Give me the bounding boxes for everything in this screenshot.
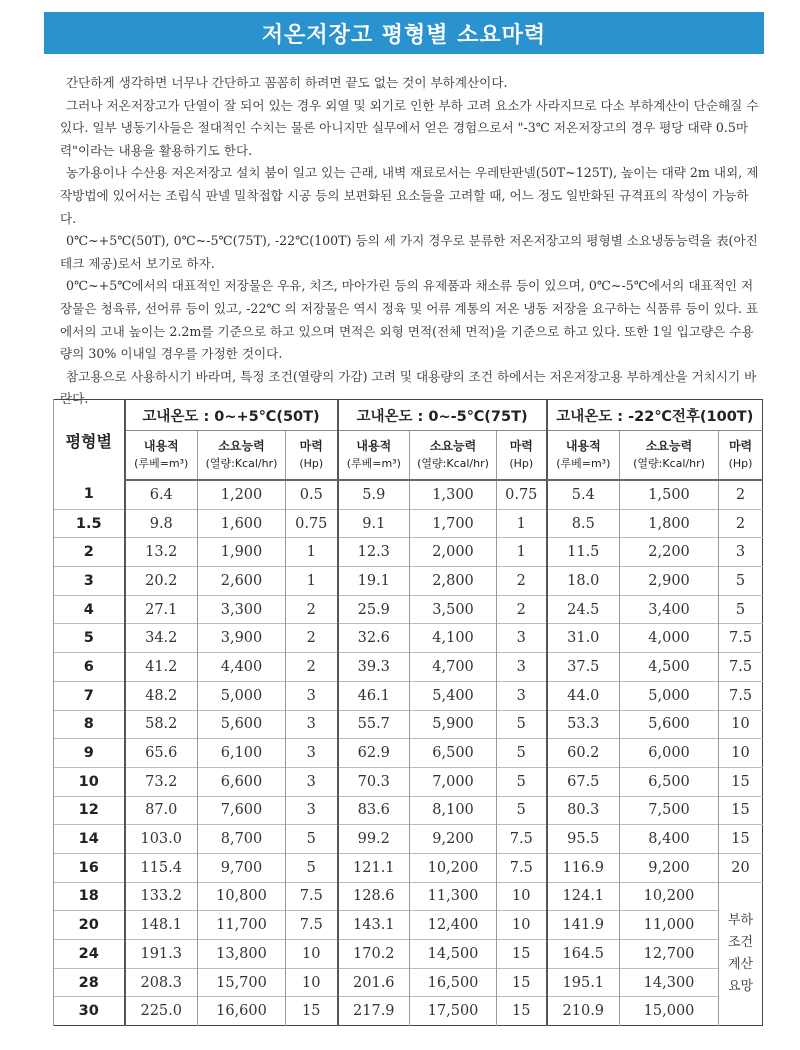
table-cell: 9,200: [620, 853, 719, 882]
table-cell: 16,600: [198, 997, 286, 1026]
table-cell: 5: [497, 710, 547, 739]
table-cell: 2: [497, 567, 547, 596]
table-cell: 3: [286, 767, 338, 796]
column-header: [547, 431, 620, 481]
table-cell: 14,500: [410, 940, 497, 969]
table-cell: 12,700: [620, 940, 719, 969]
table-cell: 3,400: [620, 595, 719, 624]
table-cell: 208.3: [125, 968, 198, 997]
table-cell: 46.1: [338, 681, 410, 710]
table-cell: 2,900: [620, 567, 719, 596]
pyeong-cell: 1: [54, 480, 125, 509]
table-cell: 6,500: [410, 739, 497, 768]
table-cell: 121.1: [338, 853, 410, 882]
table-cell: 13.2: [125, 538, 198, 567]
pyeong-cell: 4: [54, 595, 125, 624]
table-cell: 10,200: [410, 853, 497, 882]
table-cell: 20.2: [125, 567, 198, 596]
table-cell: 5.9: [338, 480, 410, 509]
table-cell: 133.2: [125, 882, 198, 911]
paragraph: 간단하게 생각하면 너무나 간단하고 꼼꼼히 하려면 끝도 없는 것이 부하계산이다.: [66, 75, 508, 90]
table-cell: 143.1: [338, 911, 410, 940]
table-cell: 116.9: [547, 853, 620, 882]
table-cell: 39.3: [338, 653, 410, 682]
table-cell: 2,000: [410, 538, 497, 567]
column-header: [338, 431, 410, 481]
table-cell: 12.3: [338, 538, 410, 567]
table-cell: 10,800: [198, 882, 286, 911]
table-cell: 148.1: [125, 911, 198, 940]
table-cell: 170.2: [338, 940, 410, 969]
column-header-unit: (열량:Kcal/hr): [417, 457, 489, 470]
table-cell: 6,100: [198, 739, 286, 768]
table-cell: 20: [719, 853, 763, 882]
table-cell: 12,400: [410, 911, 497, 940]
table-cell: 5: [286, 825, 338, 854]
column-header-unit: (Hp): [509, 457, 534, 470]
column-header: [286, 431, 338, 481]
horsepower-table: [53, 399, 763, 1026]
table-cell: 58.2: [125, 710, 198, 739]
table-cell: 2: [497, 595, 547, 624]
table-cell: 60.2: [547, 739, 620, 768]
table-cell: 7.5: [719, 681, 763, 710]
table-cell: 55.7: [338, 710, 410, 739]
table-cell: 10: [719, 710, 763, 739]
table-row: [54, 968, 763, 997]
table-cell: 141.9: [547, 911, 620, 940]
table-cell: 27.1: [125, 595, 198, 624]
table-cell: 99.2: [338, 825, 410, 854]
table-cell: 9,200: [410, 825, 497, 854]
table-cell: 4,000: [620, 624, 719, 653]
table-cell: 13,800: [198, 940, 286, 969]
table-cell: 3,300: [198, 595, 286, 624]
table-cell: 0.75: [497, 480, 547, 509]
table-cell: 3: [286, 739, 338, 768]
column-header-unit: (Hp): [728, 457, 753, 470]
table-row: [54, 825, 763, 854]
table-cell: 7.5: [719, 624, 763, 653]
column-header-unit: (루베=m³): [556, 457, 611, 470]
table-cell: 6,600: [198, 767, 286, 796]
table-cell: 37.5: [547, 653, 620, 682]
paragraph: 그러나 저온저장고가 단열이 잘 되어 있는 경우 외열 및 외기로 인한 부하 고려 요소가 사라지므로 다소 부하계산이 단순해질 수 있다. 일부 냉동기사들은 절대적인 수치는 물론 아니지만 실무에서 얻은 경험으로서 "-3℃ 저온저장고의 경우 평당 대략 0.5마력"이라는 내용을 활용하기도 한다.: [60, 97, 759, 158]
page-title-banner: [44, 12, 764, 54]
table-cell: 14,300: [620, 968, 719, 997]
table-cell: 5,600: [620, 710, 719, 739]
table-cell: 2,600: [198, 567, 286, 596]
table-cell: 11.5: [547, 538, 620, 567]
table-cell: 19.1: [338, 567, 410, 596]
table-cell: 48.2: [125, 681, 198, 710]
table-row: [54, 595, 763, 624]
column-header-label: 마력: [299, 439, 323, 453]
table-cell: 1,900: [198, 538, 286, 567]
column-header-unit: (Hp): [299, 457, 324, 470]
table-cell: 1,700: [410, 509, 497, 538]
table-cell: 1: [286, 538, 338, 567]
column-header: [125, 431, 198, 481]
pyeong-cell: 24: [54, 940, 125, 969]
pyeong-cell: 1.5: [54, 509, 125, 538]
table-cell: 3: [497, 653, 547, 682]
group-header: 고내온도 : 0~-5℃(75T): [338, 400, 547, 431]
note-line: 조건: [727, 934, 754, 950]
column-header-unit: (루베=m³): [134, 457, 189, 470]
table-body: [54, 480, 763, 1026]
table-cell: 15: [719, 767, 763, 796]
table-cell: 4,400: [198, 653, 286, 682]
column-header-label: 소요능력: [218, 439, 265, 453]
table-cell: 15: [286, 997, 338, 1026]
table-cell: 103.0: [125, 825, 198, 854]
sub-header-row: [54, 431, 763, 481]
table-cell: 5: [719, 595, 763, 624]
table-cell: 6,500: [620, 767, 719, 796]
table-row: [54, 567, 763, 596]
table-cell: 15,700: [198, 968, 286, 997]
table-cell: 44.0: [547, 681, 620, 710]
table-cell: 11,300: [410, 882, 497, 911]
group-header: 고내온도 : -22℃전후(100T): [547, 400, 763, 431]
table-cell: 201.6: [338, 968, 410, 997]
table-cell: 73.2: [125, 767, 198, 796]
column-header: [410, 431, 497, 481]
table-cell: 15: [719, 825, 763, 854]
table-cell: 1,300: [410, 480, 497, 509]
column-header-unit: (열량:Kcal/hr): [633, 457, 705, 470]
table-cell: 67.5: [547, 767, 620, 796]
table-cell: 217.9: [338, 997, 410, 1026]
pyeong-cell: 28: [54, 968, 125, 997]
intro-text: [60, 72, 760, 411]
column-header: [497, 431, 547, 481]
table-cell: 2,200: [620, 538, 719, 567]
table-cell: 5,900: [410, 710, 497, 739]
table-cell: 7.5: [719, 653, 763, 682]
table-cell: 164.5: [547, 940, 620, 969]
table-cell: 8.5: [547, 509, 620, 538]
table-row: [54, 480, 763, 509]
table-cell: 70.3: [338, 767, 410, 796]
group-header: 고내온도 : 0~+5℃(50T): [125, 400, 338, 431]
table-cell: 2: [719, 509, 763, 538]
pyeong-cell: 18: [54, 882, 125, 911]
note-cell: [719, 882, 763, 1025]
table-cell: 15: [719, 796, 763, 825]
column-header: [198, 431, 286, 481]
table-cell: 24.5: [547, 595, 620, 624]
table-cell: 7.5: [286, 882, 338, 911]
table-row: [54, 653, 763, 682]
table-cell: 8,700: [198, 825, 286, 854]
paragraph: 0℃~+5℃에서의 대표적인 저장물은 우유, 치즈, 마아가린 등의 유제품과 채소류 등이 있으며, 0℃~-5℃에서의 대표적인 저장물은 청육류, 선어류 등이 있고, -22℃ 의 저장물은 역시 정육 및 어류 계통의 저온 냉동 저장을 요구하는 식품류 등이 있다. 표에서의 고내 높이는 2.2m를 기준으로 하고 있으며 면적은 외형 면적(전체 면적)을 기준으로 하고 있다. 또한 1일 입고량은 수용량의 30% 이내일 경우를 가정한 것이다.: [60, 278, 759, 362]
table-cell: 1: [497, 509, 547, 538]
table-cell: 32.6: [338, 624, 410, 653]
column-header-label: 내용적: [565, 439, 601, 453]
pyeong-cell: 12: [54, 796, 125, 825]
table-cell: 3: [286, 710, 338, 739]
table-cell: 10: [497, 882, 547, 911]
column-header-unit: (루베=m³): [346, 457, 401, 470]
table-cell: 3: [497, 681, 547, 710]
table-cell: 5: [497, 796, 547, 825]
table-cell: 3,900: [198, 624, 286, 653]
table-cell: 1,600: [198, 509, 286, 538]
table-cell: 8,400: [620, 825, 719, 854]
table-row: [54, 796, 763, 825]
table-cell: 11,700: [198, 911, 286, 940]
table-cell: 0.75: [286, 509, 338, 538]
table-cell: 3: [286, 681, 338, 710]
pyeong-cell: 5: [54, 624, 125, 653]
pyeong-cell: 9: [54, 739, 125, 768]
pyeong-cell: 3: [54, 567, 125, 596]
table-cell: 31.0: [547, 624, 620, 653]
table-cell: 2: [286, 653, 338, 682]
table-cell: 9,700: [198, 853, 286, 882]
table-cell: 5,600: [198, 710, 286, 739]
table-cell: 11,000: [620, 911, 719, 940]
paragraph: 참고용으로 사용하시기 바라며, 특정 조건(열량의 가감) 고려 및 대용량의 조건 하에서는 저온저장고용 부하계산을 거치시기 바란다.: [60, 368, 757, 407]
table-cell: 210.9: [547, 997, 620, 1026]
table-row: [54, 710, 763, 739]
column-header-label: 소요능력: [645, 439, 693, 453]
table-cell: 4,100: [410, 624, 497, 653]
table-cell: 65.6: [125, 739, 198, 768]
table-row: [54, 739, 763, 768]
table-cell: 87.0: [125, 796, 198, 825]
table-cell: 16,500: [410, 968, 497, 997]
column-header-unit: (열량:Kcal/hr): [205, 457, 278, 470]
pyeong-cell: 20: [54, 911, 125, 940]
table-cell: 5: [719, 567, 763, 596]
table-cell: 15: [497, 940, 547, 969]
table-cell: 225.0: [125, 997, 198, 1026]
table-cell: 1: [497, 538, 547, 567]
page-title: 저온저장고 평형별 소요마력: [261, 22, 547, 48]
table-cell: 25.9: [338, 595, 410, 624]
pyeong-cell: 2: [54, 538, 125, 567]
paragraph: 0℃~+5℃(50T), 0℃~-5℃(75T), -22℃(100T) 등의 세 가지 경우로 분류한 저온저장고의 평형별 소요냉동능력을 表(아진테크 제공)로서 보기로 하자.: [60, 233, 758, 271]
column-header: [719, 431, 763, 481]
table-cell: 3: [719, 538, 763, 567]
table-row: [54, 882, 763, 911]
pyeong-cell: 10: [54, 767, 125, 796]
table-cell: 2: [719, 480, 763, 509]
table-cell: 9.1: [338, 509, 410, 538]
table-cell: 15,000: [620, 997, 719, 1026]
column-header-label: 내용적: [143, 439, 179, 453]
table-cell: 15: [497, 968, 547, 997]
table-cell: 10: [286, 968, 338, 997]
table-cell: 80.3: [547, 796, 620, 825]
column-header-label: 내용적: [356, 439, 392, 453]
note-line: 계산: [727, 956, 754, 972]
table-row: [54, 767, 763, 796]
column-header: [620, 431, 719, 481]
table-cell: 8,100: [410, 796, 497, 825]
pyeong-cell: 14: [54, 825, 125, 854]
table-cell: 124.1: [547, 882, 620, 911]
table-cell: 10: [286, 940, 338, 969]
table-row: [54, 624, 763, 653]
table-cell: 7,600: [198, 796, 286, 825]
table-cell: 128.6: [338, 882, 410, 911]
table-row: [54, 681, 763, 710]
table-cell: 2,800: [410, 567, 497, 596]
table-row: [54, 997, 763, 1026]
table-cell: 7.5: [497, 825, 547, 854]
table-cell: 4,700: [410, 653, 497, 682]
table-cell: 5: [497, 739, 547, 768]
pyeong-cell: 6: [54, 653, 125, 682]
table-cell: 15: [497, 997, 547, 1026]
table-cell: 7,500: [620, 796, 719, 825]
pyeong-cell: 8: [54, 710, 125, 739]
table-cell: 5: [286, 853, 338, 882]
column-header-label: 마력: [728, 439, 753, 453]
table-cell: 1,500: [620, 480, 719, 509]
table-cell: 1,200: [198, 480, 286, 509]
table-cell: 3: [286, 796, 338, 825]
table-cell: 4,500: [620, 653, 719, 682]
table-cell: 7,000: [410, 767, 497, 796]
table-cell: 18.0: [547, 567, 620, 596]
paragraph: 농가용이나 수산용 저온저장고 설치 붐이 일고 있는 근래, 내벽 재료로서는 우레탄판넬(50T~125T), 높이는 대략 2m 내외, 제작방법에 있어서는 조립식 판넬 밀착접합 시공 등의 보편화된 요소들을 고려할 때, 어느 정도 일반화된 규격표의 작성이 가능하다.: [60, 165, 759, 226]
table-cell: 34.2: [125, 624, 198, 653]
table-row: [54, 538, 763, 567]
table-cell: 10: [497, 911, 547, 940]
note-line: 부하: [727, 912, 754, 928]
table-cell: 0.5: [286, 480, 338, 509]
table-cell: 3,500: [410, 595, 497, 624]
table-cell: 17,500: [410, 997, 497, 1026]
table-cell: 5,000: [620, 681, 719, 710]
table-cell: 7.5: [497, 853, 547, 882]
note-line: 요망: [727, 978, 754, 994]
pyeong-cell: 30: [54, 997, 125, 1026]
table-cell: 9.8: [125, 509, 198, 538]
table-cell: 195.1: [547, 968, 620, 997]
table-cell: 6.4: [125, 480, 198, 509]
table-row: [54, 509, 763, 538]
table-cell: 95.5: [547, 825, 620, 854]
table-cell: 5,000: [198, 681, 286, 710]
table-cell: 41.2: [125, 653, 198, 682]
column-header-label: 소요능력: [429, 439, 477, 453]
table-cell: 1,800: [620, 509, 719, 538]
table-row: [54, 940, 763, 969]
table-cell: 83.6: [338, 796, 410, 825]
table-row: [54, 853, 763, 882]
table-cell: 5: [497, 767, 547, 796]
table-cell: 10: [719, 739, 763, 768]
table-cell: 6,000: [620, 739, 719, 768]
table-cell: 1: [286, 567, 338, 596]
table-cell: 115.4: [125, 853, 198, 882]
table-cell: 10,200: [620, 882, 719, 911]
table-cell: 3: [497, 624, 547, 653]
table-cell: 2: [286, 595, 338, 624]
table-cell: 5,400: [410, 681, 497, 710]
table-cell: 53.3: [547, 710, 620, 739]
table-cell: 62.9: [338, 739, 410, 768]
table-row: [54, 911, 763, 940]
column-header-label: 마력: [509, 439, 533, 453]
table-cell: 7.5: [286, 911, 338, 940]
pyeong-header: 평형별: [54, 400, 125, 481]
table-cell: 5.4: [547, 480, 620, 509]
pyeong-cell: 7: [54, 681, 125, 710]
pyeong-cell: 16: [54, 853, 125, 882]
table-cell: 2: [286, 624, 338, 653]
table-cell: 191.3: [125, 940, 198, 969]
